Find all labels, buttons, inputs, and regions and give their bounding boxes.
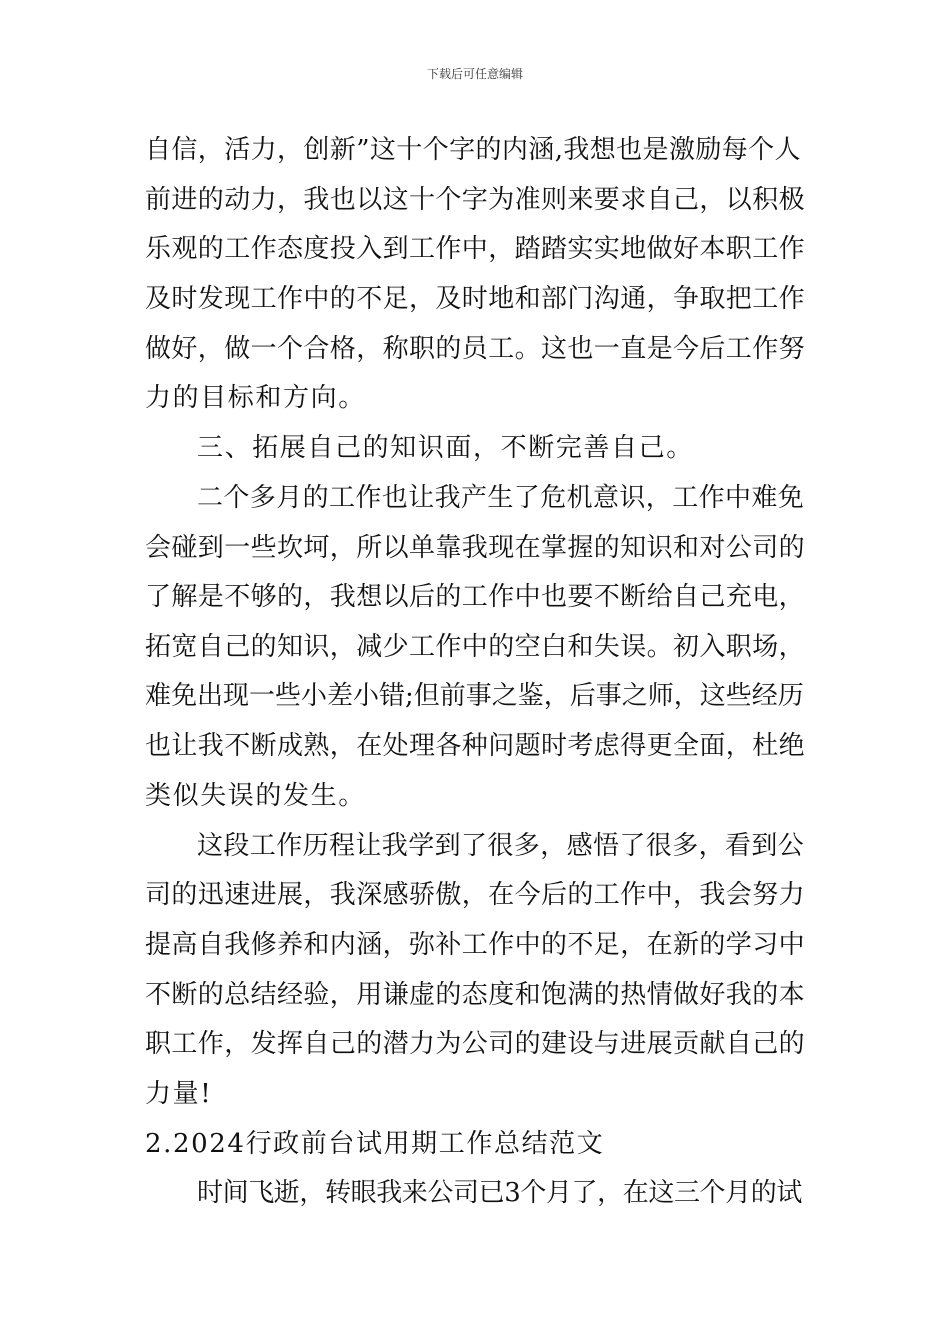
body-line: 了解是不够的，我想以后的工作中也要不断给自己充电， xyxy=(145,582,806,612)
body-line: 二个多月的工作也让我产生了危机意识，工作中难免 xyxy=(197,483,805,513)
body-line: 难免出现一些小差小错;但前事之鉴，后事之师，这些经历 xyxy=(145,681,804,711)
body-line: 这段工作历程让我学到了很多，感悟了很多，看到公 xyxy=(197,831,805,861)
body-line: 拓宽自己的知识，减少工作中的空白和失误。初入职场， xyxy=(145,632,806,662)
body-line: 做好，做一个合格，称职的员工。这也一直是今后工作努 xyxy=(145,334,806,364)
body-line: 提高自我修养和内涵，弥补工作中的不足，在新的学习中 xyxy=(145,930,806,960)
body-line: 司的迅速进展，我深感骄傲，在今后的工作中，我会努力 xyxy=(145,880,806,910)
body-line: 不断的总结经验，用谦虚的态度和饱满的热情做好我的本 xyxy=(145,980,806,1010)
body-line: 力量! xyxy=(145,1079,213,1109)
body-line: 职工作，发挥自己的潜力为公司的建设与进展贡献自己的 xyxy=(145,1029,806,1059)
body-line: 自信，活力，创新”这十个字的内涵,我想也是激励每个人 xyxy=(145,135,801,165)
body-line: 力的目标和方向。 xyxy=(145,383,366,413)
section-heading: 三、拓展自己的知识面，不断完善自己。 xyxy=(197,433,694,463)
body-line: 乐观的工作态度投入到工作中，踏踏实实地做好本职工作 xyxy=(145,234,806,264)
body-line: 也让我不断成熟，在处理各种问题时考虑得更全面，杜绝 xyxy=(145,731,806,761)
body-line: 会碰到一些坎坷，所以单靠我现在掌握的知识和对公司的 xyxy=(145,533,806,563)
body-line: 及时发现工作中的不足，及时地和部门沟通，争取把工作 xyxy=(145,284,806,314)
body-line: 前进的动力，我也以这十个字为准则来要求自己，以积极 xyxy=(145,185,806,215)
page-header: 下载后可任意编辑 xyxy=(426,67,523,81)
body-line: 类似失误的发生。 xyxy=(145,781,366,811)
article-title: 2.2024行政前台试用期工作总结范文 xyxy=(145,1129,605,1159)
body-line: 时间飞逝，转眼我来公司已3个月了，在这三个月的试 xyxy=(197,1178,802,1208)
